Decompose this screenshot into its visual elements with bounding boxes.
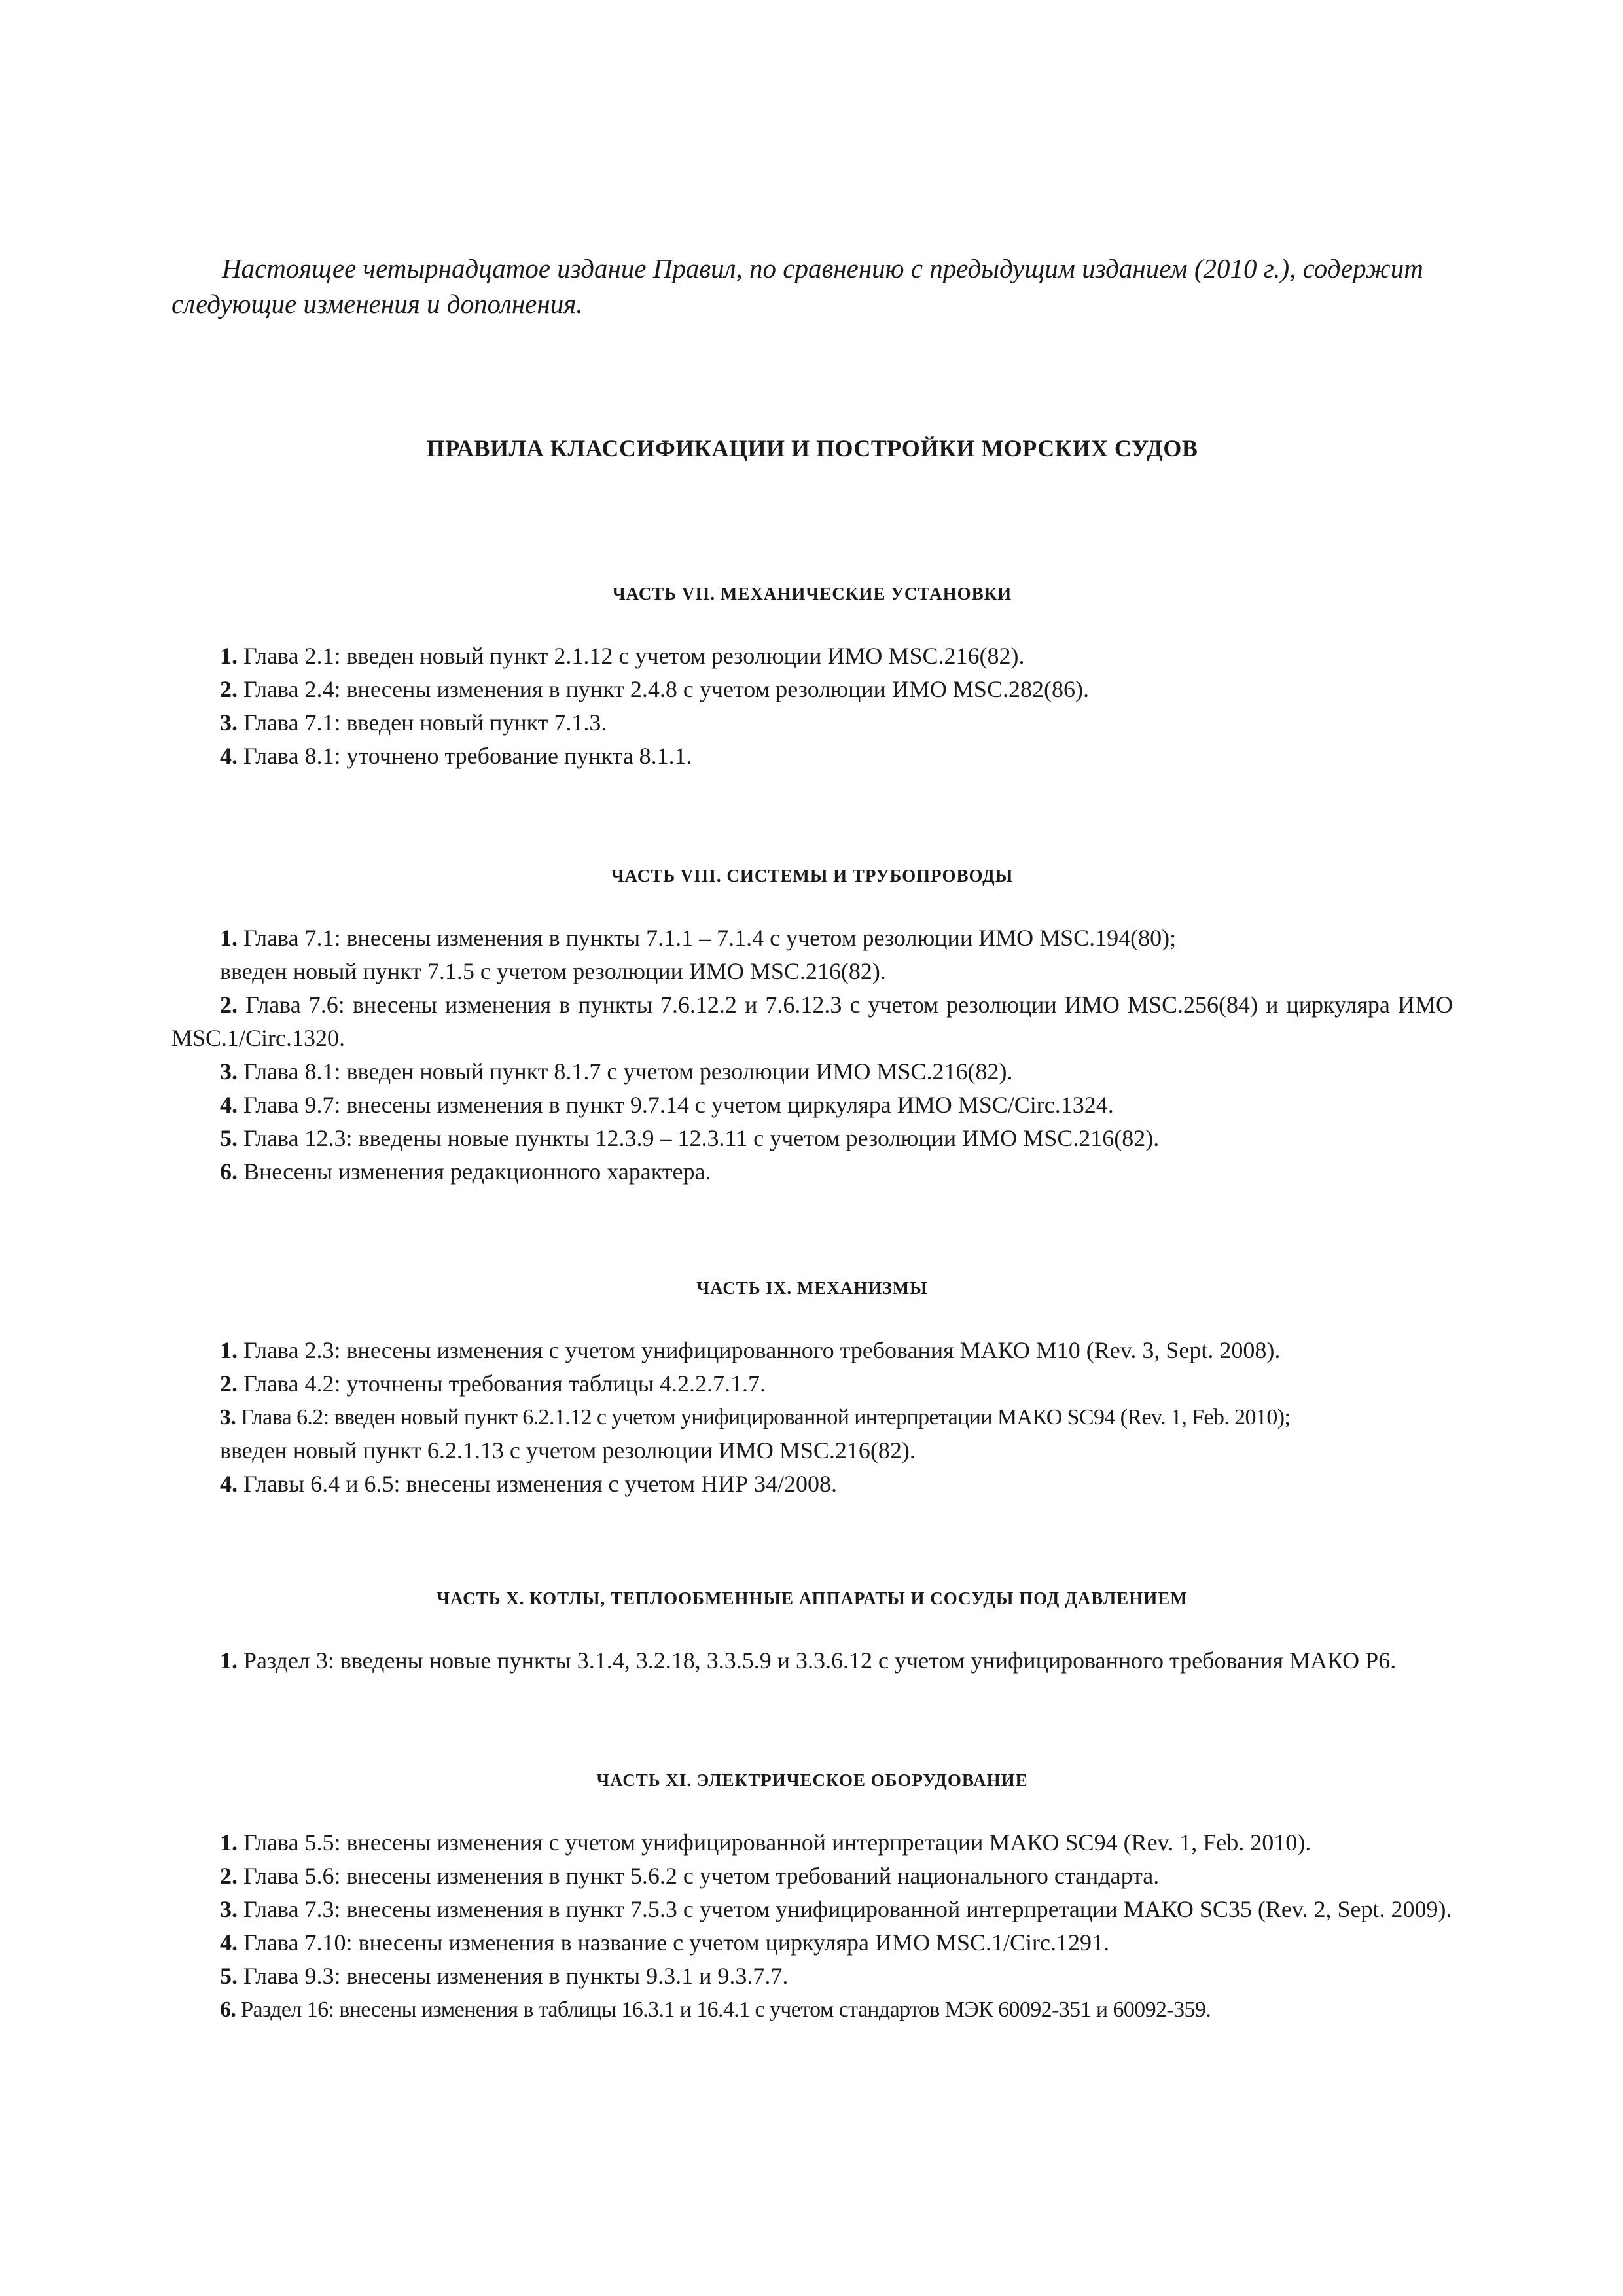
list-item xyxy=(171,1334,1453,1367)
item-text: введен новый пункт 7.1.5 с учетом резолюции ИМО MSC.216(82). xyxy=(220,958,886,984)
item-text: Внесены изменения редакционного характера. xyxy=(243,1158,711,1185)
item-number: 3. xyxy=(220,1405,236,1429)
section-title: ЧАСТЬ X. КОТЛЫ, ТЕПЛООБМЕННЫЕ АППАРАТЫ И СОСУДЫ ПОД ДАВЛЕНИЕМ xyxy=(437,1588,1188,1608)
item-text: введен новый пункт 6.2.1.13 с учетом резолюции ИМО MSC.216(82). xyxy=(220,1437,916,1463)
item-number: 4. xyxy=(220,1092,238,1118)
intro-paragraph: Настоящее четырнадцатое издание Правил, по сравнению с предыдущим изданием (2010 г.), содержит следующие изменения и дополнения. xyxy=(171,253,1423,319)
item-text: Глава 9.7: внесены изменения в пункт 9.7.14 с учетом циркуляра ИМО MSC/Circ.1324. xyxy=(243,1092,1114,1118)
item-number: 1. xyxy=(220,1829,238,1856)
item-number: 3. xyxy=(220,709,238,736)
item-number: 5. xyxy=(220,1125,238,1151)
item-number: 3. xyxy=(220,1058,238,1085)
item-number: 3. xyxy=(220,1896,238,1922)
list-item-continuation xyxy=(171,955,1453,988)
item-number: 2. xyxy=(220,1863,238,1889)
item-text: Глава 7.1: внесены изменения в пункты 7.1.1 – 7.1.4 с учетом резолюции ИМО MSC.194(80); xyxy=(243,925,1177,951)
item-number: 4. xyxy=(220,1471,238,1497)
item-number: 6. xyxy=(220,1998,236,2022)
item-text: Главы 6.4 и 6.5: внесены изменения с учетом НИР 34/2008. xyxy=(243,1471,837,1497)
item-text: Глава 4.2: уточнены требования таблицы 4.2.2.7.1.7. xyxy=(243,1371,766,1397)
section-part-ix xyxy=(171,1278,1453,1501)
section-title: ЧАСТЬ IX. МЕХАНИЗМЫ xyxy=(696,1278,928,1298)
item-text: Глава 9.3: внесены изменения в пункты 9.3.1 и 9.3.7.7. xyxy=(243,1963,789,1989)
list-item xyxy=(171,1859,1453,1893)
item-number: 2. xyxy=(220,992,238,1018)
item-text: Раздел 16: внесены изменения в таблицы 16.3.1 и 16.4.1 с учетом стандартов МЭК 60092-351 и 60092-359. xyxy=(241,1998,1211,2022)
section-title: ЧАСТЬ XI. ЭЛЕКТРИЧЕСКОЕ ОБОРУДОВАНИЕ xyxy=(596,1770,1028,1790)
item-number: 4. xyxy=(220,1929,238,1956)
document-page xyxy=(171,251,1453,2026)
list-item xyxy=(171,1826,1453,1859)
item-text: Глава 8.1: уточнено требование пункта 8.1.1. xyxy=(243,743,692,769)
list-item xyxy=(171,1088,1453,1122)
item-text: Глава 8.1: введен новый пункт 8.1.7 с учетом резолюции ИМО MSC.216(82). xyxy=(243,1058,1013,1085)
list-item xyxy=(171,706,1453,740)
list-item xyxy=(171,740,1453,773)
item-number: 1. xyxy=(220,643,238,669)
section-part-viii xyxy=(171,866,1453,1189)
section-part-vii xyxy=(171,584,1453,773)
list-item xyxy=(171,1367,1453,1401)
item-number: 4. xyxy=(220,743,238,769)
list-item xyxy=(171,673,1453,706)
item-text: Глава 2.1: введен новый пункт 2.1.12 с учетом резолюции ИМО MSC.216(82). xyxy=(243,643,1025,669)
item-number: 1. xyxy=(220,1337,238,1363)
list-item xyxy=(171,1993,1453,2026)
list-item xyxy=(171,1055,1453,1088)
item-text: Глава 7.6: внесены изменения в пункты 7.6.12.2 и 7.6.12.3 с учетом резолюции ИМО MSC.256(84) и циркуляра ИМО MSC.1/Circ.1320. xyxy=(171,992,1454,1051)
list-item xyxy=(171,1467,1453,1501)
item-number: 5. xyxy=(220,1963,238,1989)
list-item xyxy=(171,1960,1453,1993)
list-item xyxy=(171,922,1453,955)
item-text: Раздел 3: введены новые пункты 3.1.4, 3.2.18, 3.3.5.9 и 3.3.6.12 с учетом унифицированного требования МАКО P6. xyxy=(243,1647,1397,1674)
item-number: 1. xyxy=(220,1647,238,1674)
item-text: Глава 7.10: внесены изменения в название с учетом циркуляра ИМО MSC.1/Circ.1291. xyxy=(243,1929,1109,1956)
list-item xyxy=(171,1893,1453,1926)
item-text: Глава 7.1: введен новый пункт 7.1.3. xyxy=(243,709,607,736)
item-text: Глава 5.5: внесены изменения с учетом унифицированной интерпретации МАКО SC94 (Rev. 1, Feb. 2010). xyxy=(243,1829,1311,1856)
item-text: Глава 6.2: введен новый пункт 6.2.1.12 с учетом унифицированной интерпретации МАКО SC94 (Rev. 1, Feb. 2010); xyxy=(241,1405,1291,1429)
section-part-x xyxy=(171,1588,1453,1677)
section-title: ЧАСТЬ VII. МЕХАНИЧЕСКИЕ УСТАНОВКИ xyxy=(612,584,1012,603)
list-item-continuation xyxy=(171,1434,1453,1467)
item-number: 6. xyxy=(220,1158,238,1185)
list-item xyxy=(171,639,1453,673)
list-item xyxy=(171,1401,1453,1434)
list-item xyxy=(171,1926,1453,1960)
item-number: 2. xyxy=(220,676,238,702)
main-title: ПРАВИЛА КЛАССИФИКАЦИИ И ПОСТРОЙКИ МОРСКИХ СУДОВ xyxy=(426,435,1198,461)
item-text: Глава 7.3: внесены изменения в пункт 7.5.3 с учетом унифицированной интерпретации МАКО SC35 (Rev. 2, Sept. 2009). xyxy=(243,1896,1452,1922)
item-number: 1. xyxy=(220,925,238,951)
section-part-xi xyxy=(171,1770,1453,2026)
item-text: Глава 2.4: внесены изменения в пункт 2.4.8 с учетом резолюции ИМО MSC.282(86). xyxy=(243,676,1089,702)
list-item xyxy=(171,1155,1453,1189)
item-number: 2. xyxy=(220,1371,238,1397)
item-text: Глава 2.3: внесены изменения с учетом унифицированного требования МАКО M10 (Rev. 3, Sept. 2008). xyxy=(243,1337,1281,1363)
item-text: Глава 12.3: введены новые пункты 12.3.9 – 12.3.11 с учетом резолюции ИМО MSC.216(82). xyxy=(243,1125,1160,1151)
list-item xyxy=(171,1122,1453,1155)
section-title: ЧАСТЬ VIII. СИСТЕМЫ И ТРУБОПРОВОДЫ xyxy=(611,866,1014,886)
list-item xyxy=(171,988,1453,1055)
item-text: Глава 5.6: внесены изменения в пункт 5.6.2 с учетом требований национального стандарта. xyxy=(243,1863,1160,1889)
list-item xyxy=(171,1644,1453,1677)
